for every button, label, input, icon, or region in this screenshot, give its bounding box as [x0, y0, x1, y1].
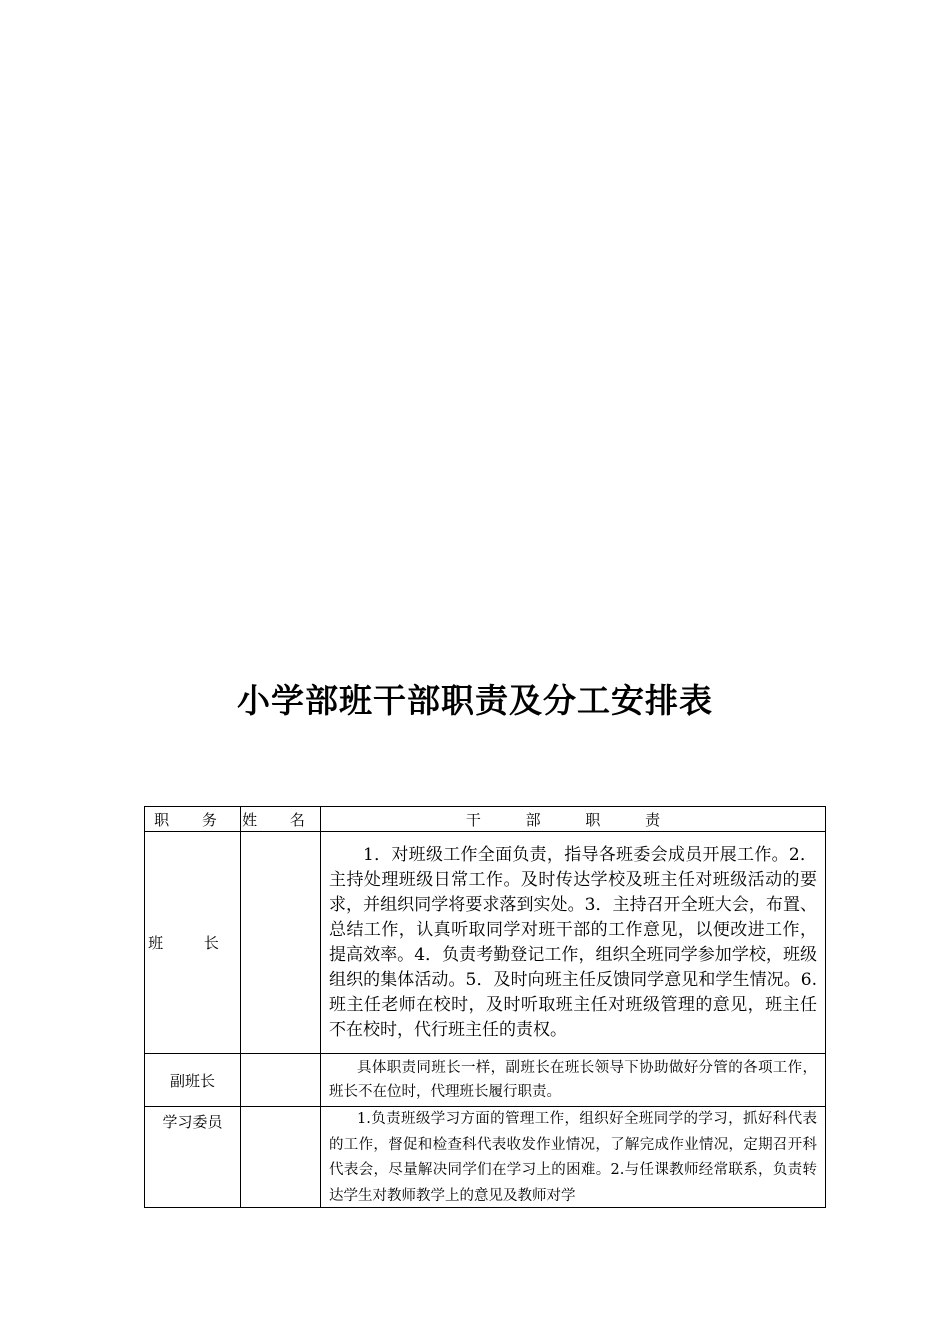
- duties-clip: [329, 1107, 817, 1207]
- duty-table: [144, 806, 826, 1208]
- position-cell: 班 长: [145, 832, 241, 1054]
- page-title: 小学部班干部职责及分工安排表: [237, 681, 713, 720]
- name-cell: [241, 832, 321, 1054]
- header-name: 姓 名: [241, 807, 321, 832]
- duties-cell: [321, 832, 826, 1054]
- position-cell: 副班长: [145, 1054, 241, 1107]
- position-cell: 学习委员: [145, 1107, 241, 1208]
- table-row: [145, 1107, 826, 1208]
- table-row: [145, 832, 826, 1054]
- duties-cell: [321, 1054, 826, 1107]
- table-header-row: [145, 807, 826, 832]
- header-duties: 干 部 职 责: [321, 807, 826, 832]
- header-position: 职 务: [145, 807, 241, 832]
- name-cell: [241, 1107, 321, 1208]
- duties-text: 具体职责同班长一样，副班长在班长领导下协助做好分管的各项工作，班长不在位时，代理班长履行职责。: [329, 1060, 817, 1100]
- duties-text: 1．对班级工作全面负责，指导各班委会成员开展工作。2．主持处理班级日常工作。及时传达学校及班主任对班级活动的要求，并组织同学将要求落到实处。3．主持召开全班大会，布置、总结工作，认真听取同学对班干部的工作意见，以便改进工作，提高效率。4．负责考勤登记工作，组织全班同学参加学校，班级组织的集体活动。5．及时向班主任反馈同学意见和学生情况。6.班主任老师在校时，及时听取班主任对班级管理的意见，班主任不在校时，代行班主任的责权。: [329, 844, 817, 1040]
- name-cell: [241, 1054, 321, 1107]
- duties-text: 1.负责班级学习方面的管理工作，组织好全班同学的学习，抓好科代表的工作，督促和检查科代表收发作业情况，了解完成作业情况，定期召开科代表会，尽量解决同学们在学习上的困难。2.与任课教师经常联系，负责转达学生对教师教学上的意见及教师对学: [329, 1111, 817, 1204]
- table-row: [145, 1054, 826, 1107]
- duties-cell: [321, 1107, 826, 1208]
